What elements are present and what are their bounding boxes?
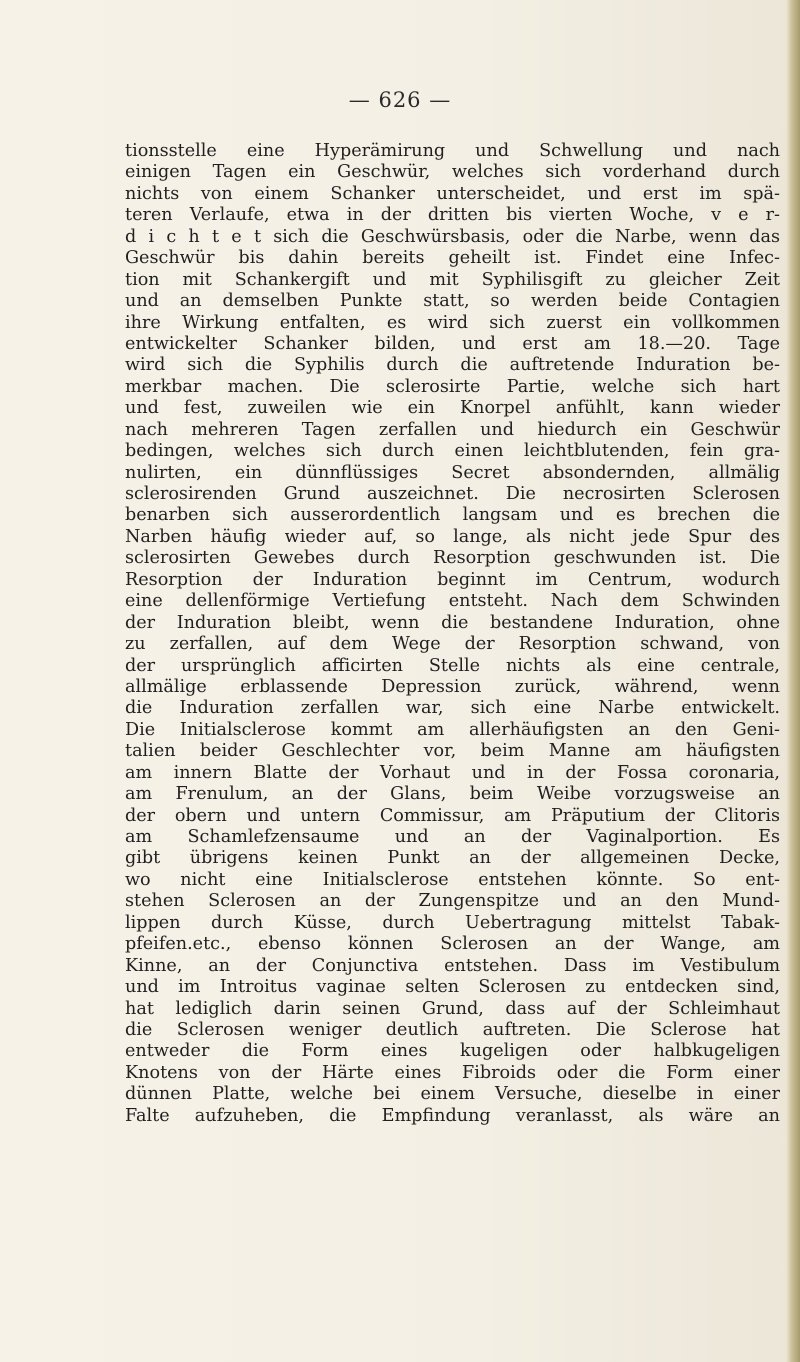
text-line: stehen Sclerosen an der Zungenspitze und an den Mund- — [125, 891, 780, 912]
text-line: sclerosirenden Grund auszeichnet. Die necrosirten Sclerosen — [125, 484, 780, 504]
text-line: und im Introitus vaginae selten Sclerosen zu entdecken sind, — [125, 977, 780, 998]
text-line: am Schamlefzensaume und an der Vaginalportion. Es — [125, 827, 780, 847]
text-line: nach mehreren Tagen zerfallen und hiedurch ein Geschwür — [125, 419, 780, 440]
text-line: bedingen, welches sich durch einen leichtblutenden, fein gra- — [125, 441, 780, 462]
text-line: Die Initialsclerose kommt am allerhäufigsten an den Geni- — [125, 719, 780, 740]
text-line: tion mit Schankergift und mit Syphilisgift zu gleicher Zeit — [125, 269, 780, 290]
text-line: teren Verlaufe, etwa in der dritten bis vierten Woche, v e r- — [125, 205, 780, 226]
text-line: die Sclerosen weniger deutlich auftreten. Die Sclerose hat — [125, 1019, 780, 1040]
text-line: nulirten, ein dünnflüssiges Secret absondernden, allmälig — [125, 462, 780, 483]
text-line: ihre Wirkung entfalten, es wird sich zuerst ein vollkommen — [125, 312, 780, 333]
text-line: merkbar machen. Die sclerosirte Partie, welche sich hart — [125, 376, 780, 397]
text-line: Kinne, an der Conjunctiva entstehen. Dass im Vestibulum — [125, 955, 780, 976]
text-line: am innern Blatte der Vorhaut und in der Fossa coronaria, — [125, 762, 780, 783]
text-line: sclerosirten Gewebes durch Resorption geschwunden ist. Die — [125, 548, 780, 569]
text-line: und fest, zuweilen wie ein Knorpel anfühlt, kann wieder — [125, 398, 780, 419]
text-line: zu zerfallen, auf dem Wege der Resorption schwand, von — [125, 634, 780, 655]
text-line: d i c h t e t sich die Geschwürsbasis, oder die Narbe, wenn das — [125, 226, 780, 247]
text-line: entweder die Form eines kugeligen oder halbkugeligen — [125, 1041, 780, 1062]
text-line: der obern und untern Commissur, am Präputium der Clitoris — [125, 805, 780, 826]
text-line: tionsstelle eine Hyperämirung und Schwellung und nach — [125, 141, 780, 161]
text-line: dünnen Platte, welche bei einem Versuche, dieselbe in einer — [125, 1084, 780, 1105]
page-number: — 626 — — [348, 88, 452, 112]
text-line: der ursprünglich afficirten Stelle nichts als eine centrale, — [125, 655, 780, 676]
text-line: Geschwür bis dahin bereits geheilt ist. Findet eine Infec- — [125, 248, 780, 269]
text-line: Knotens von der Härte eines Fibroids oder die Form einer — [125, 1062, 780, 1083]
text-line: nichts von einem Schanker unterscheidet, und erst im spä- — [125, 183, 780, 204]
text-line: gibt übrigens keinen Punkt an der allgemeinen Decke, — [125, 848, 780, 869]
text-line: Narben häufig wieder auf, so lange, als nicht jede Spur des — [125, 526, 780, 547]
text-line: einigen Tagen ein Geschwür, welches sich vorderhand durch — [125, 162, 780, 183]
text-line: lippen durch Küsse, durch Uebertragung mittelst Tabak- — [125, 912, 780, 933]
text-line: entwickelter Schanker bilden, und erst am 18.—20. Tage — [125, 333, 780, 354]
text-line: eine dellenförmige Vertiefung entsteht. Nach dem Schwinden — [125, 591, 780, 612]
text-line: die Induration zerfallen war, sich eine Narbe entwickelt. — [125, 698, 780, 719]
text-line: talien beider Geschlechter vor, beim Manne am häufigsten — [125, 741, 780, 762]
text-line: hat lediglich darin seinen Grund, dass auf der Schleimhaut — [125, 998, 780, 1019]
page-edge-shadow — [786, 0, 800, 1362]
text-line: benarben sich ausserordentlich langsam und es brechen die — [125, 505, 780, 526]
text-line: Falte aufzuheben, die Empfindung veranlasst, als wäre an — [125, 1105, 780, 1126]
text-line: Resorption der Induration beginnt im Centrum, wodurch — [125, 569, 780, 590]
text-line: wo nicht eine Initialsclerose entstehen könnte. So ent- — [125, 869, 780, 890]
text-line: der Induration bleibt, wenn die bestandene Induration, ohne — [125, 612, 780, 633]
text-line: wird sich die Syphilis durch die auftretende Induration be- — [125, 355, 780, 376]
text-line: und an demselben Punkte statt, so werden beide Contagien — [125, 291, 780, 312]
body-text — [125, 141, 780, 1127]
text-line: pfeifen.etc., ebenso können Sclerosen an der Wange, am — [125, 934, 780, 955]
text-line: am Frenulum, an der Glans, beim Weibe vorzugsweise an — [125, 784, 780, 805]
text-line: allmälige erblassende Depression zurück, während, wenn — [125, 676, 780, 697]
